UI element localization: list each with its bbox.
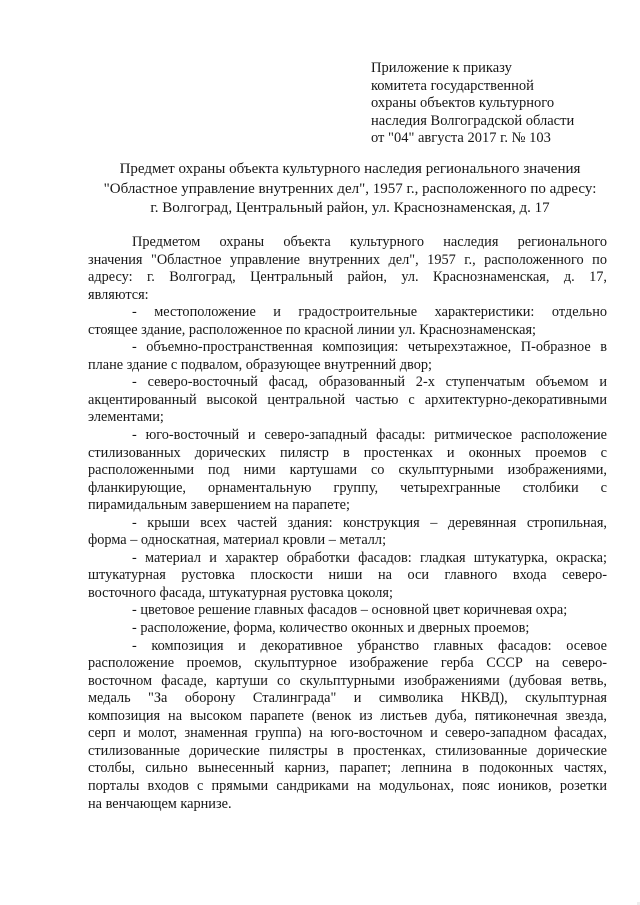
body-line: - крыши всех частей здания: конструкция – деревянная стропильная,: [132, 514, 607, 531]
body-line: расположение проемов, скульптурное изображение герба СССР на северо-: [88, 655, 607, 672]
body-line: восточном фасаде, картуши со скульптурными изображениями (дубовая ветвь,: [88, 672, 607, 689]
title-line: Предмет охраны объекта культурного наследия регионального значения: [119, 161, 581, 177]
title-line: г. Волгоград, Центральный район, ул. Краснознаменская, д. 17: [150, 200, 550, 216]
body-line: - объемно-пространственная композиция: четырехэтажное, П-образное в: [132, 339, 607, 356]
body-line: - юго-восточный и северо-западный фасады: ритмическое расположение: [132, 427, 607, 444]
body-line: - расположение, форма, количество оконных и дверных проемов;: [132, 620, 530, 637]
body-line: порталы входов с прямыми сандриками на модульонах, пояс иоников, розетки: [88, 777, 607, 794]
approval-line: комитета государственной: [371, 77, 534, 94]
body-line: плане здание с подвалом, образующее внутренний двор;: [88, 356, 432, 373]
body-line: - местоположение и градостроительные характеристики: отдельно: [132, 304, 607, 321]
body-line: Предметом охраны объекта культурного наследия регионального: [132, 234, 607, 250]
body-line: пирамидальным завершением на парапете;: [88, 497, 350, 514]
body-line: форма – односкатная, материал кровли – металл;: [88, 532, 387, 549]
body-line: акцентированный высокой центральной частью с архитектурно-декоративными: [88, 391, 607, 408]
document-title: [60, 160, 640, 219]
body-line: восточного фасада, штукатурная рустовка цоколя;: [88, 584, 393, 601]
body-line: расположенными под ними картушами со скульптурными изображениями,: [88, 462, 607, 479]
body-line: - северо-восточный фасад, образованный 2-х ступенчатым объемом и: [132, 374, 607, 391]
approval-line: охраны объектов культурного: [371, 95, 555, 112]
body-line: стоящее здание, расположенное по красной линии ул. Краснознаменская;: [88, 321, 537, 338]
body-line: фланкирующие, орнаментальную группу, четырехгранные столбики с: [88, 479, 607, 496]
body-line: стилизованные дорические пилястры в простенках, стилизованные дорические: [88, 742, 607, 759]
body-line: являются:: [88, 286, 149, 303]
body-line: стилизованных дорических пилястр в простенках и оконных проемов с: [88, 444, 607, 461]
approval-line: Приложение к приказу: [371, 60, 512, 76]
body-line: элементами;: [88, 409, 164, 426]
body-line: серп и молот, знаменная группа) на юго-восточном и северо-западном фасадах,: [88, 725, 607, 742]
approval-line: наследия Волгоградской области: [371, 112, 575, 129]
body-line: - композиция и декоративное убранство главных фасадов: осевое: [132, 637, 607, 654]
body-line: штукатурная рустовка плоскости ниши на оси главного входа северо-: [88, 567, 607, 584]
approval-line: от "04" августа 2017 г. № 103: [371, 130, 551, 147]
document-body: [88, 234, 607, 813]
title-line: "Областное управление внутренних дел", 1957 г., расположенного по адресу:: [103, 180, 597, 197]
body-line: - материал и характер обработки фасадов: гладкая штукатурка, окраска;: [132, 549, 607, 566]
body-line: значения "Областное управление внутренних дел", 1957 г., расположенного по: [88, 251, 607, 268]
body-line: - цветовое решение главных фасадов – основной цвет коричневая охра;: [132, 602, 568, 619]
approval-block: [371, 60, 611, 148]
body-line: на венчающем карнизе.: [88, 795, 232, 812]
body-line: медаль "За оборону Сталинграда" и символика НКВД), скульптурная: [88, 690, 607, 707]
body-line: композиция на высоком парапете (венок из листьев дуба, пятиконечная звезда,: [88, 707, 607, 724]
body-line: адресу: г. Волгоград, Центральный район, ул. Краснознаменская, д. 17,: [88, 269, 607, 286]
body-line: столбы, сильно вынесенный карниз, парапет; лепнина в подоконных частях,: [88, 760, 607, 777]
